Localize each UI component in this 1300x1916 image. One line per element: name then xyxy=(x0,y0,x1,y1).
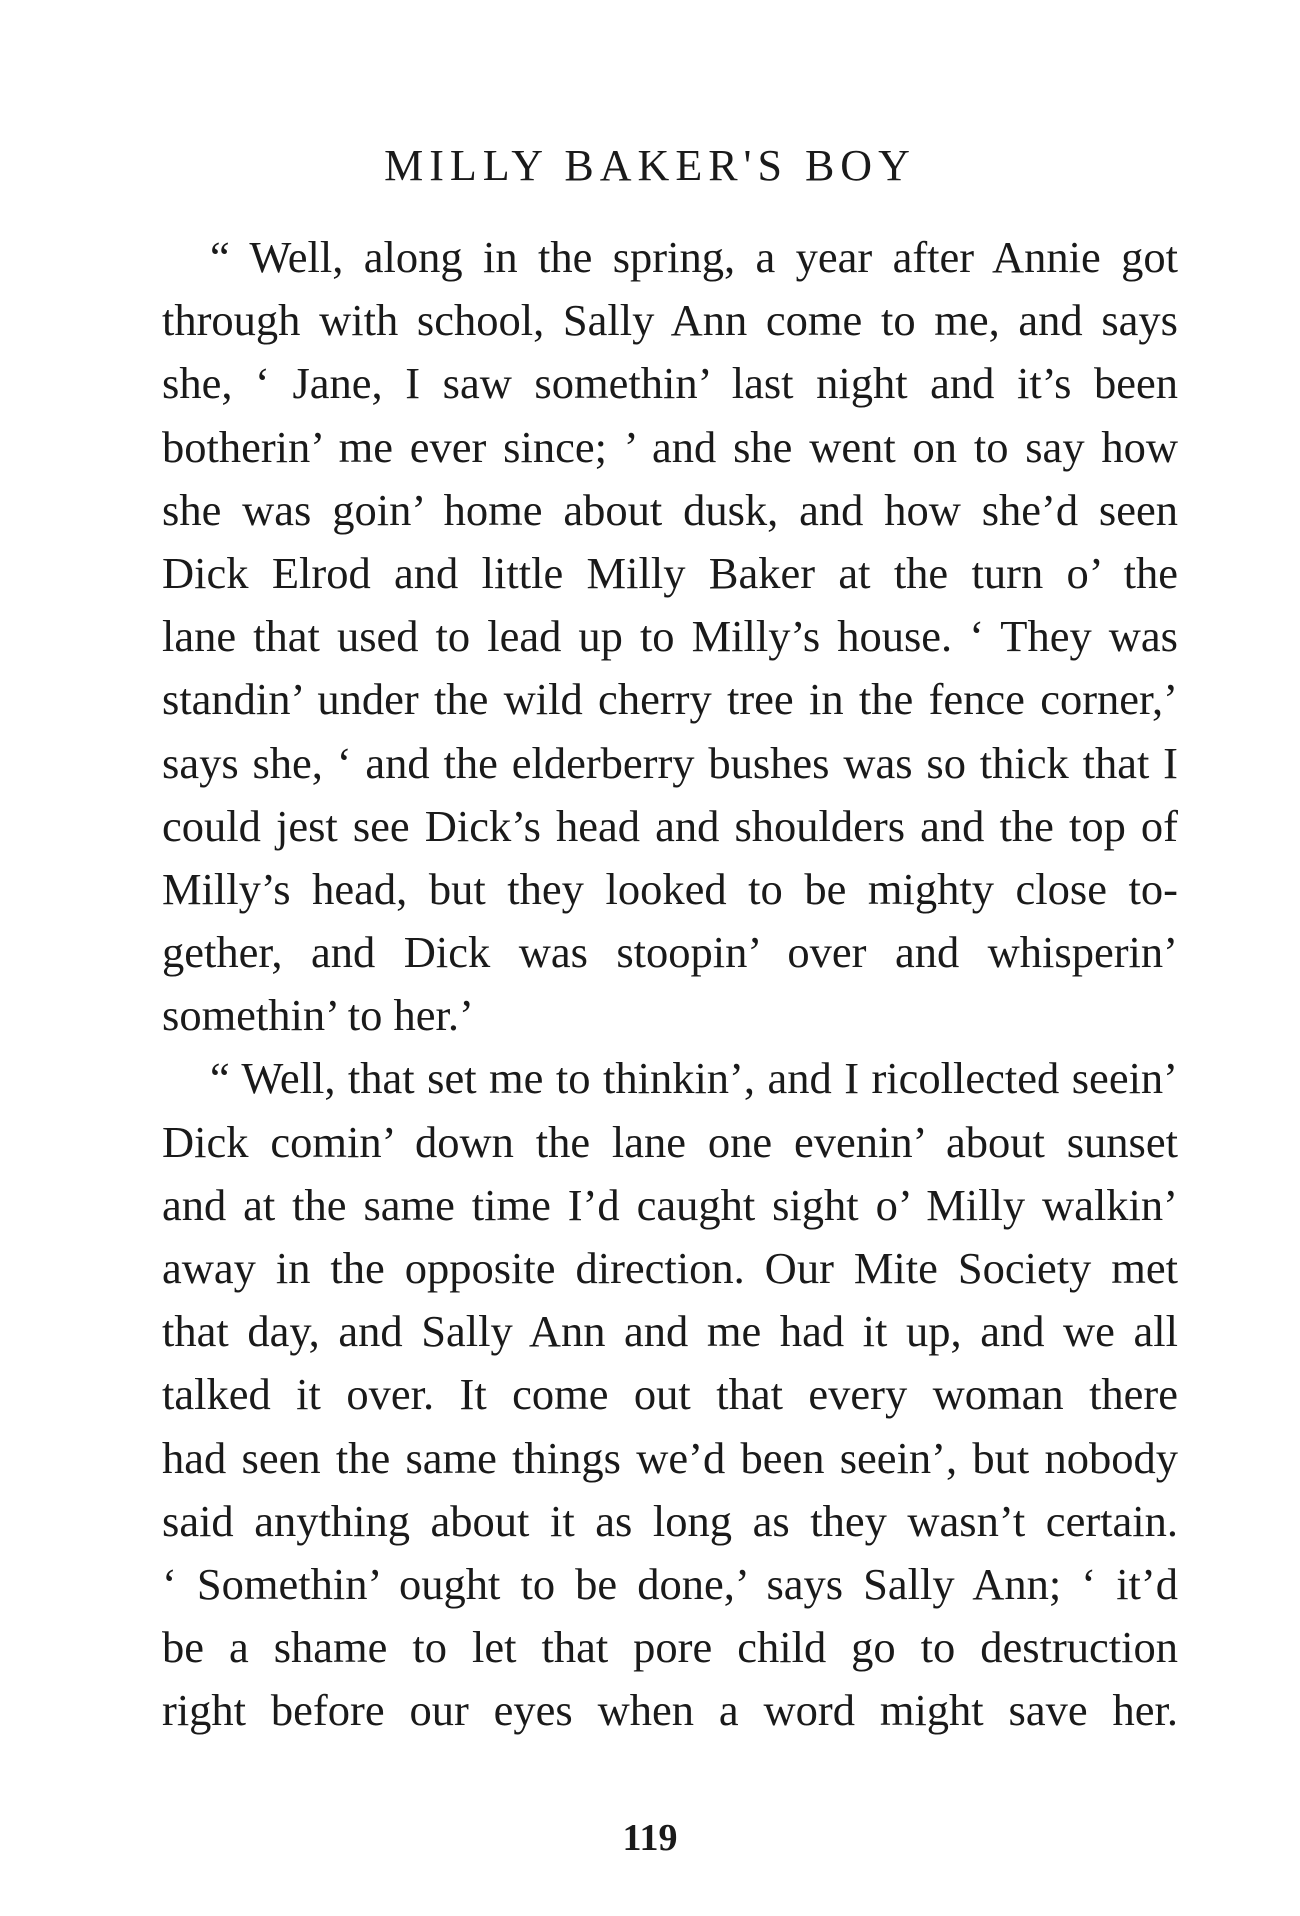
text-line: talked it over. It come out that every woman there xyxy=(162,1369,1178,1420)
page-number: 119 xyxy=(622,1817,678,1859)
text-line: “ Well, that set me to thinkin’, and I ricollected seein’ xyxy=(210,1053,1178,1104)
text-line: Dick Elrod and little Milly Baker at the turn o’ the xyxy=(162,547,1178,598)
text-line: Dick comin’ down the lane one evenin’ about sunset xyxy=(162,1116,1178,1167)
text-line: Milly’s head, but they looked to be mighty close to- xyxy=(162,863,1178,914)
text-line: ‘ Somethin’ ought to be done,’ says Sally Ann; ‘ it’d xyxy=(162,1558,1178,1609)
text-line: says she, ‘ and the elderberry bushes was so thick that I xyxy=(162,737,1178,788)
text-line: she was goin’ home about dusk, and how she’d seen xyxy=(162,484,1178,535)
text-line: standin’ under the wild cherry tree in the fence corner,’ xyxy=(162,674,1178,725)
text-line: be a shame to let that pore child go to destruction xyxy=(162,1622,1178,1673)
text-line: gether, and Dick was stoopin’ over and whisperin’ xyxy=(162,927,1178,978)
text-line: she, ‘ Jane, I saw somethin’ last night and it’s been xyxy=(162,358,1178,409)
text-line: through with school, Sally Ann come to me, and says xyxy=(162,295,1178,346)
text-line: that day, and Sally Ann and me had it up, and we all xyxy=(162,1306,1178,1357)
body-text xyxy=(162,226,1178,1743)
running-head: MILLY BAKER'S BOY xyxy=(384,141,916,190)
text-line: said anything about it as long as they wasn’t certain. xyxy=(162,1495,1178,1546)
text-line: away in the opposite direction. Our Mite Society met xyxy=(162,1243,1178,1293)
text-line: and at the same time I’d caught sight o’ Milly walkin’ xyxy=(162,1179,1178,1230)
text-line: could jest see Dick’s head and shoulders and the top of xyxy=(162,800,1178,851)
text-line: had seen the same things we’d been seein’, but nobody xyxy=(162,1432,1178,1483)
text-line: “ Well, along in the spring, a year after Annie got xyxy=(210,232,1178,282)
text-line: botherin’ me ever since; ’ and she went on to say how xyxy=(162,421,1178,472)
text-line: lane that used to lead up to Milly’s house. ‘ They was xyxy=(162,611,1178,662)
text-line: right before our eyes when a word might save her. xyxy=(162,1685,1178,1736)
text-line: somethin’ to her.’ xyxy=(162,990,474,1041)
